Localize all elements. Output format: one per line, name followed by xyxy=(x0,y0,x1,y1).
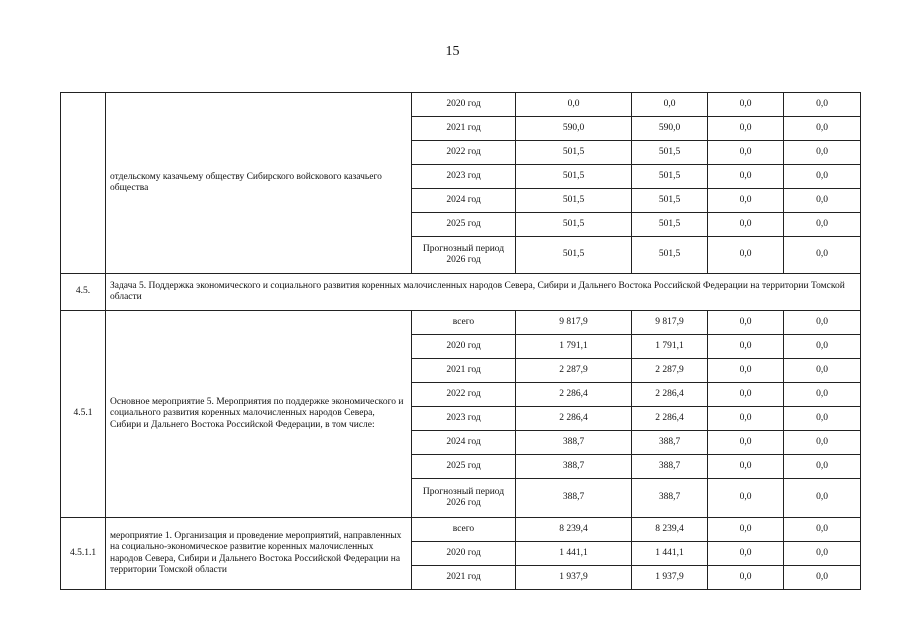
period-cell: 2020 год xyxy=(412,542,516,566)
period-cell: 2022 год xyxy=(412,141,516,165)
period-cell: 2025 год xyxy=(412,213,516,237)
value-cell: 388,7 xyxy=(516,431,632,455)
value-cell: 0,0 xyxy=(784,407,861,431)
value-cell: 388,7 xyxy=(632,455,708,479)
value-cell: 501,5 xyxy=(632,213,708,237)
value-cell: 501,5 xyxy=(516,237,632,274)
value-cell: 501,5 xyxy=(632,237,708,274)
page-number: 15 xyxy=(445,44,460,59)
value-cell: 2 286,4 xyxy=(516,407,632,431)
value-cell: 1 791,1 xyxy=(516,335,632,359)
row-code xyxy=(61,93,106,274)
table-row xyxy=(61,518,861,542)
period-cell: 2020 год xyxy=(412,335,516,359)
value-cell: 0,0 xyxy=(784,165,861,189)
value-cell: 0,0 xyxy=(784,93,861,117)
period-cell: 2024 год xyxy=(412,431,516,455)
value-cell: 0,0 xyxy=(708,165,784,189)
value-cell: 1 441,1 xyxy=(516,542,632,566)
period-cell: 2024 год xyxy=(412,189,516,213)
value-cell: 1 937,9 xyxy=(632,566,708,590)
row-name: мероприятие 1. Организация и проведение мероприятий, направленных на социально-экономическое развитие коренных малочисленных народов Севера, Сибири и Дальнего Востока Российской Федерации на территории Томской области xyxy=(106,518,412,590)
value-cell: 0,0 xyxy=(708,566,784,590)
period-cell: 2022 год xyxy=(412,383,516,407)
value-cell: 501,5 xyxy=(516,213,632,237)
value-cell: 388,7 xyxy=(516,479,632,518)
value-cell: 0,0 xyxy=(784,542,861,566)
value-cell: 0,0 xyxy=(784,455,861,479)
value-cell: 0,0 xyxy=(708,311,784,335)
value-cell: 0,0 xyxy=(784,311,861,335)
value-cell: 0,0 xyxy=(708,407,784,431)
period-cell: 2025 год xyxy=(412,455,516,479)
value-cell: 0,0 xyxy=(784,335,861,359)
value-cell: 0,0 xyxy=(784,518,861,542)
value-cell: 0,0 xyxy=(708,479,784,518)
value-cell: 388,7 xyxy=(632,431,708,455)
value-cell: 0,0 xyxy=(784,431,861,455)
value-cell: 0,0 xyxy=(708,359,784,383)
value-cell: 0,0 xyxy=(632,93,708,117)
value-cell: 0,0 xyxy=(784,213,861,237)
period-cell: 2021 год xyxy=(412,359,516,383)
row-name: отдельскому казачьему обществу Сибирского войскового казачьего общества xyxy=(106,93,412,274)
period-cell: Прогнозный период 2026 год xyxy=(412,479,516,518)
period-cell: всего xyxy=(412,311,516,335)
value-cell: 0,0 xyxy=(708,383,784,407)
value-cell: 0,0 xyxy=(784,479,861,518)
value-cell: 0,0 xyxy=(708,93,784,117)
task-row xyxy=(61,274,861,311)
value-cell: 501,5 xyxy=(632,165,708,189)
value-cell: 0,0 xyxy=(784,189,861,213)
value-cell: 0,0 xyxy=(708,335,784,359)
period-cell: 2021 год xyxy=(412,117,516,141)
value-cell: 0,0 xyxy=(784,566,861,590)
value-cell: 501,5 xyxy=(632,189,708,213)
value-cell: 0,0 xyxy=(708,237,784,274)
period-cell: 2023 год xyxy=(412,407,516,431)
value-cell: 0,0 xyxy=(708,431,784,455)
value-cell: 1 441,1 xyxy=(632,542,708,566)
value-cell: 1 937,9 xyxy=(516,566,632,590)
value-cell: 501,5 xyxy=(516,189,632,213)
value-cell: 2 287,9 xyxy=(632,359,708,383)
table-row xyxy=(61,311,861,335)
row-code: 4.5.1 xyxy=(61,311,106,518)
value-cell: 0,0 xyxy=(784,237,861,274)
value-cell: 1 791,1 xyxy=(632,335,708,359)
value-cell: 0,0 xyxy=(708,455,784,479)
task-text: Задача 5. Поддержка экономического и социального развития коренных малочисленных народов Севера, Сибири и Дальнего Востока Российской Федерации на территории Томской области xyxy=(106,274,861,311)
value-cell: 0,0 xyxy=(708,518,784,542)
row-name: Основное мероприятие 5. Мероприятия по поддержке экономического и социального развития коренных малочисленных народов Севера, Сибири и Дальнего Востока Российской Федерации, в том числе: xyxy=(106,311,412,518)
row-code: 4.5.1.1 xyxy=(61,518,106,590)
budget-table xyxy=(60,92,861,590)
value-cell: 501,5 xyxy=(516,165,632,189)
value-cell: 2 286,4 xyxy=(516,383,632,407)
period-cell: 2020 год xyxy=(412,93,516,117)
table-row xyxy=(61,93,861,117)
value-cell: 2 286,4 xyxy=(632,383,708,407)
value-cell: 9 817,9 xyxy=(516,311,632,335)
value-cell: 0,0 xyxy=(708,542,784,566)
period-cell: всего xyxy=(412,518,516,542)
value-cell: 0,0 xyxy=(708,117,784,141)
value-cell: 501,5 xyxy=(516,141,632,165)
value-cell: 8 239,4 xyxy=(632,518,708,542)
value-cell: 8 239,4 xyxy=(516,518,632,542)
value-cell: 0,0 xyxy=(784,117,861,141)
task-code: 4.5. xyxy=(61,274,106,311)
value-cell: 388,7 xyxy=(632,479,708,518)
value-cell: 0,0 xyxy=(784,383,861,407)
period-cell: Прогнозный период 2026 год xyxy=(412,237,516,274)
value-cell: 0,0 xyxy=(708,213,784,237)
value-cell: 2 287,9 xyxy=(516,359,632,383)
period-cell: 2023 год xyxy=(412,165,516,189)
value-cell: 0,0 xyxy=(784,141,861,165)
value-cell: 0,0 xyxy=(708,141,784,165)
value-cell: 590,0 xyxy=(632,117,708,141)
value-cell: 9 817,9 xyxy=(632,311,708,335)
value-cell: 501,5 xyxy=(632,141,708,165)
value-cell: 0,0 xyxy=(516,93,632,117)
value-cell: 590,0 xyxy=(516,117,632,141)
value-cell: 2 286,4 xyxy=(632,407,708,431)
value-cell: 0,0 xyxy=(708,189,784,213)
value-cell: 0,0 xyxy=(784,359,861,383)
period-cell: 2021 год xyxy=(412,566,516,590)
value-cell: 388,7 xyxy=(516,455,632,479)
